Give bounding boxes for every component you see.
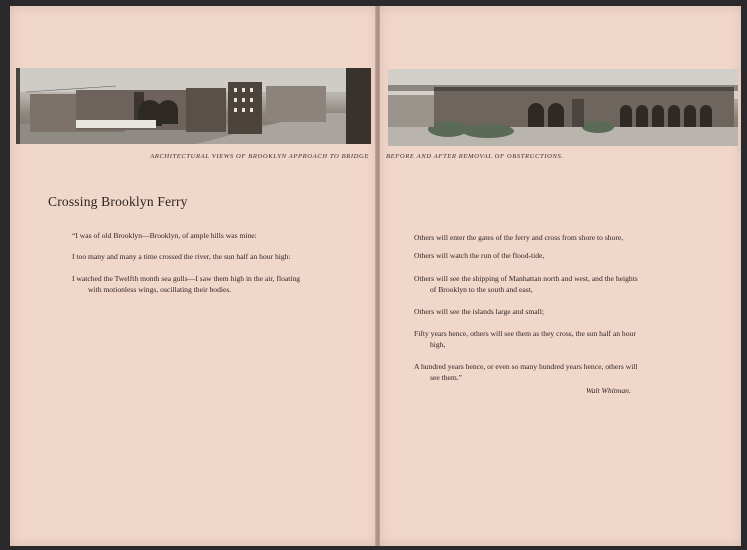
verse-line: Others will see the islands large and small; bbox=[414, 307, 544, 316]
verse-line-continuation: high, bbox=[430, 340, 446, 349]
verse-line: I watched the Twelfth month sea gulls—I saw them high in the air, floating bbox=[72, 274, 301, 283]
right-photo-caption: BEFORE AND AFTER REMOVAL OF OBSTRUCTIONS. bbox=[386, 153, 564, 160]
poem-title: Crossing Brooklyn Ferry bbox=[48, 194, 188, 209]
verse-line: Others will see the shipping of Manhattan north and west, and the heights bbox=[414, 274, 638, 283]
left-photo-caption: ARCHITECTURAL VIEWS OF BROOKLYN APPROACH TO BRIDGE bbox=[150, 153, 369, 160]
left-page bbox=[10, 6, 377, 546]
verse-line: Others will watch the run of the flood-tide, bbox=[414, 251, 545, 260]
verse-line: A hundred years hence, or even so many hundred years hence, others will bbox=[414, 362, 638, 371]
verse-line-continuation: see them.” bbox=[430, 373, 463, 382]
verse-line: Others will enter the gates of the ferry and cross from shore to shore, bbox=[414, 233, 624, 242]
brooklyn-approach-illustration bbox=[16, 68, 371, 144]
verse-line-continuation: of Brooklyn to the south and east, bbox=[430, 285, 533, 294]
right-page bbox=[380, 6, 741, 546]
brooklyn-approach-photo bbox=[16, 68, 371, 144]
verse-line-continuation: with motionless wings, oscillating their bodies. bbox=[88, 285, 232, 294]
bridge-approach-photo bbox=[388, 69, 738, 146]
verse-line: “I was of old Brooklyn—Brooklyn, of ample hills was mine: bbox=[72, 231, 257, 240]
author-signature: Walt Whitman. bbox=[586, 386, 631, 395]
verse-line: Fifty years hence, others will see them as they cross, the sun half an hour bbox=[414, 329, 636, 338]
verse-line: I too many and many a time crossed the river, the sun half an hour high: bbox=[72, 252, 291, 261]
bridge-approach-illustration bbox=[388, 69, 738, 146]
